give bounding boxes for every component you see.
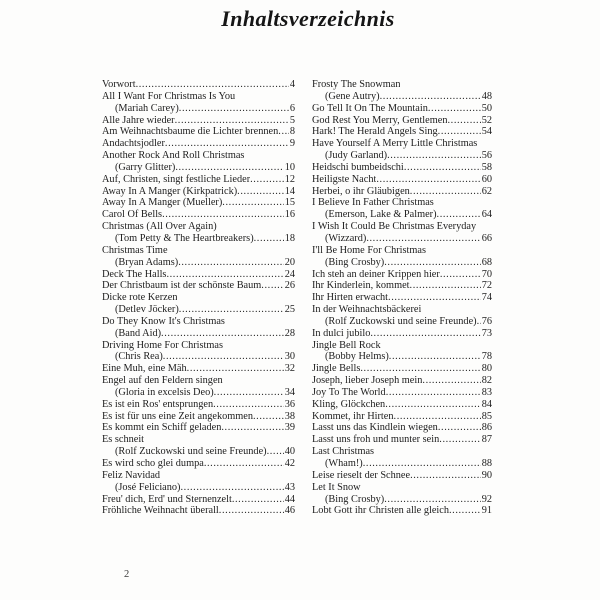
toc-entry <box>312 79 492 91</box>
toc-entry <box>102 150 295 162</box>
toc-entry <box>312 257 492 269</box>
toc-entry-page: 66 <box>481 232 492 244</box>
dotted-leader <box>179 304 284 316</box>
toc-entry <box>312 103 492 115</box>
toc-entry <box>102 245 295 257</box>
toc-entry <box>312 115 492 127</box>
page-title: Inhaltsverzeichnis <box>221 6 395 31</box>
dotted-leader <box>222 197 283 209</box>
toc-entry-title: Lasst uns das Kindlein wiegen <box>312 422 438 434</box>
dotted-leader <box>179 103 289 115</box>
toc-entry-page: 43 <box>284 481 295 493</box>
toc-entry-title: Kling, Glöckchen <box>312 398 386 410</box>
toc-entry <box>312 162 492 174</box>
dotted-leader <box>385 399 480 411</box>
toc-entry-title: In dulci jubilo <box>312 327 371 339</box>
dotted-leader <box>175 115 289 127</box>
dotted-leader <box>180 482 283 494</box>
dotted-leader <box>438 126 481 138</box>
toc-entry-page: 36 <box>284 398 295 410</box>
toc-entry <box>102 375 295 387</box>
dotted-leader <box>387 150 481 162</box>
toc-entry <box>102 174 295 186</box>
toc-entry-title: I'll Be Home For Christmas <box>312 244 426 256</box>
toc-entry-title: (Gene Autry) <box>325 90 380 102</box>
toc-entry <box>102 434 295 446</box>
dotted-leader <box>261 280 283 292</box>
toc-entry <box>102 505 295 517</box>
toc-entry-page: 72 <box>481 280 492 292</box>
dotted-leader <box>250 174 284 186</box>
toc-entry <box>102 115 295 127</box>
toc-columns <box>102 79 492 517</box>
toc-entry-page: 62 <box>481 185 492 197</box>
toc-entry-title: (Rolf Zuckowski und seine Freunde) <box>325 315 477 327</box>
toc-entry-title: (Rolf Zuckowski und seine Freunde) <box>115 446 267 458</box>
toc-entry-title: (Tom Petty & The Heartbreakers) <box>115 232 254 244</box>
toc-entry <box>312 422 492 434</box>
toc-entry-title: Joseph, lieber Joseph mein <box>312 375 423 387</box>
toc-entry <box>102 316 295 328</box>
toc-entry <box>312 245 492 257</box>
toc-entry-page: 52 <box>481 114 492 126</box>
toc-entry <box>102 280 295 292</box>
toc-entry-title: Andachtsjodler <box>102 138 165 150</box>
toc-entry-title: Heidschi bumbeidschi <box>312 161 404 173</box>
toc-entry-page: 85 <box>481 410 492 422</box>
toc-entry <box>312 375 492 387</box>
toc-entry-page: 54 <box>481 126 492 138</box>
toc-entry <box>102 399 295 411</box>
dotted-leader <box>410 186 481 198</box>
toc-entry <box>102 126 295 138</box>
toc-entry-page: 82 <box>481 375 492 387</box>
dotted-leader <box>219 505 284 517</box>
toc-entry <box>312 174 492 186</box>
toc-entry-title: Es schneit <box>102 434 145 446</box>
toc-entry <box>102 221 295 233</box>
toc-entry-title: I Believe In Father Christmas <box>312 197 434 209</box>
toc-entry-title: Another Rock And Roll Christmas <box>102 150 245 162</box>
toc-entry <box>312 91 492 103</box>
toc-entry <box>312 269 492 281</box>
toc-entry <box>102 494 295 506</box>
toc-entry-page: 8 <box>289 126 295 138</box>
toc-entry <box>102 411 295 423</box>
toc-entry-title: (Band Aid) <box>115 327 162 339</box>
toc-entry-page: 76 <box>481 315 492 327</box>
toc-entry-page: 6 <box>289 102 295 114</box>
dotted-leader <box>410 280 481 292</box>
toc-entry-page: 86 <box>481 422 492 434</box>
toc-entry-title: Joy To The World <box>312 386 386 398</box>
toc-entry-title: Es kommt ein Schiff geladen <box>102 422 222 434</box>
toc-entry-title: (Emerson, Lake & Palmer) <box>325 209 437 221</box>
dotted-leader <box>360 363 480 375</box>
toc-entry-page: 20 <box>284 256 295 268</box>
toc-entry-title: Lasst uns froh und munter sein <box>312 434 440 446</box>
toc-entry-page: 88 <box>481 458 492 469</box>
toc-entry <box>312 446 492 458</box>
toc-entry-title: Let It Snow <box>312 481 361 493</box>
dotted-leader <box>438 422 481 434</box>
toc-entry-page: 58 <box>481 161 492 173</box>
toc-entry <box>312 328 492 340</box>
toc-entry <box>102 257 295 269</box>
toc-entry <box>102 186 295 198</box>
dotted-leader <box>166 269 283 281</box>
dotted-leader <box>267 446 284 458</box>
toc-column-left <box>102 79 295 517</box>
dotted-leader <box>165 138 289 150</box>
toc-entry-title: Freu' dich, Erd' und Sternenzelt <box>102 493 232 505</box>
dotted-leader <box>232 494 284 506</box>
toc-entry-title: Leise rieselt der Schnee <box>312 469 411 481</box>
dotted-leader <box>214 387 284 399</box>
toc-entry-page: 28 <box>284 327 295 339</box>
toc-entry-title: God Rest You Merry, Gentlemen <box>312 114 448 126</box>
toc-entry-title: Hark! The Herald Angels Sing <box>312 126 438 138</box>
toc-entry-page: 39 <box>284 422 295 434</box>
toc-entry <box>102 304 295 316</box>
dotted-leader <box>163 351 284 363</box>
dotted-leader <box>428 103 481 115</box>
toc-entry-title: (Detlev Jöcker) <box>115 304 179 316</box>
toc-entry-page: 16 <box>284 209 295 221</box>
toc-entry <box>312 411 492 423</box>
dotted-leader <box>389 351 481 363</box>
dotted-leader <box>394 411 481 423</box>
toc-entry-page: 15 <box>284 197 295 209</box>
toc-entry-title: Feliz Navidad <box>102 469 161 481</box>
toc-entry-title: Do They Know It's Christmas <box>102 315 225 327</box>
dotted-leader <box>363 458 481 470</box>
toc-entry-title: (Bing Crosby) <box>325 256 385 268</box>
dotted-leader <box>422 375 480 387</box>
toc-entry <box>312 351 492 363</box>
toc-entry-title: In der Weihnachtsbäckerei <box>312 304 422 316</box>
toc-entry-page: 5 <box>289 114 295 126</box>
toc-entry-page: 44 <box>284 493 295 505</box>
toc-entry <box>102 458 295 470</box>
toc-entry-title: (Wizzard) <box>325 232 367 244</box>
toc-entry <box>102 233 295 245</box>
toc-entry-title: Herbei, o ihr Gläubigen <box>312 185 410 197</box>
toc-entry-title: Last Christmas <box>312 446 375 458</box>
toc-entry-page: 87 <box>481 434 492 446</box>
toc-entry <box>102 363 295 375</box>
toc-entry <box>312 316 492 328</box>
toc-entry-page: 50 <box>481 102 492 114</box>
toc-entry-title: Engel auf den Feldern singen <box>102 375 223 387</box>
toc-entry-title: Christmas (All Over Again) <box>102 221 217 233</box>
toc-entry <box>312 482 492 494</box>
toc-entry <box>102 446 295 458</box>
toc-entry <box>102 209 295 221</box>
toc-entry-page: 4 <box>289 79 295 90</box>
toc-entry <box>312 221 492 233</box>
dotted-leader <box>178 257 284 269</box>
toc-entry-title: Eine Muh, eine Mäh <box>102 363 187 375</box>
toc-entry-page: 48 <box>481 90 492 102</box>
dotted-leader <box>404 162 481 174</box>
toc-entry-title: (Chris Rea) <box>115 351 163 363</box>
toc-entry-page: 84 <box>481 398 492 410</box>
dotted-leader <box>187 363 284 375</box>
toc-entry <box>312 434 492 446</box>
dotted-leader <box>410 470 481 482</box>
toc-entry-title: Alle Jahre wieder <box>102 114 175 126</box>
toc-entry-title: (Mariah Carey) <box>115 102 179 114</box>
dotted-leader <box>386 387 481 399</box>
dotted-leader <box>440 269 481 281</box>
toc-entry-page: 91 <box>481 505 492 517</box>
dotted-leader <box>161 328 284 340</box>
dotted-leader <box>437 209 481 221</box>
toc-entry-title: Driving Home For Christmas <box>102 339 223 351</box>
toc-entry-title: Carol Of Bells <box>102 209 163 221</box>
toc-entry-title: Ihr Hirten erwacht <box>312 292 389 304</box>
toc-entry-title: (Wham!) <box>325 458 363 469</box>
toc-entry-page: 83 <box>481 386 492 398</box>
toc-entry-page: 64 <box>481 209 492 221</box>
dotted-leader <box>213 399 284 411</box>
toc-entry <box>312 138 492 150</box>
toc-entry-page: 74 <box>481 292 492 304</box>
toc-entry <box>312 494 492 506</box>
toc-entry-title: Es ist ein Ros' entsprungen <box>102 398 214 410</box>
dotted-leader <box>136 79 289 91</box>
toc-entry-title: Deck The Halls <box>102 268 167 280</box>
toc-entry-page: 24 <box>284 268 295 280</box>
toc-entry-title: Es ist für uns eine Zeit angekommen <box>102 410 253 422</box>
toc-entry-page: 25 <box>284 304 295 316</box>
toc-entry <box>102 103 295 115</box>
toc-entry-title: Ich steh an deiner Krippen hier <box>312 268 440 280</box>
toc-entry <box>102 351 295 363</box>
toc-entry-title: Christmas Time <box>102 244 168 256</box>
toc-entry-title: I Wish It Could Be Christmas Everyday <box>312 221 477 233</box>
toc-entry <box>102 328 295 340</box>
toc-entry-page: 26 <box>284 280 295 292</box>
dotted-leader <box>204 458 284 470</box>
toc-column-right <box>312 79 492 517</box>
toc-entry-title: (Bryan Adams) <box>115 256 179 268</box>
toc-entry-title: Away In A Manger (Mueller) <box>102 197 223 209</box>
toc-entry <box>102 79 295 91</box>
toc-entry-page: 32 <box>284 363 295 375</box>
dotted-leader <box>447 115 480 127</box>
dotted-leader <box>370 328 480 340</box>
toc-entry-title: Jingle Bells <box>312 363 361 375</box>
toc-entry-page: 14 <box>284 185 295 197</box>
toc-entry-page: 40 <box>284 446 295 458</box>
toc-entry-page: 34 <box>284 386 295 398</box>
toc-entry-page: 38 <box>284 410 295 422</box>
toc-entry-page: 90 <box>481 469 492 481</box>
toc-entry-page: 73 <box>481 327 492 339</box>
dotted-leader <box>253 411 284 423</box>
toc-entry-title: (José Feliciano) <box>115 481 181 493</box>
dotted-leader <box>162 209 284 221</box>
toc-entry <box>102 269 295 281</box>
dotted-leader <box>376 174 480 186</box>
toc-entry-page: 78 <box>481 351 492 363</box>
dotted-leader <box>384 257 480 269</box>
toc-entry-page: 9 <box>289 138 295 150</box>
toc-entry-page: 12 <box>284 173 295 185</box>
toc-entry <box>312 304 492 316</box>
toc-entry-page: 68 <box>481 256 492 268</box>
toc-entry <box>312 387 492 399</box>
toc-entry <box>312 197 492 209</box>
toc-entry <box>102 340 295 352</box>
toc-entry-title: Frosty The Snowman <box>312 79 401 90</box>
toc-entry <box>102 387 295 399</box>
toc-entry-title: All I Want For Christmas Is You <box>102 90 236 102</box>
toc-entry-title: Kommet, ihr Hirten <box>312 410 394 422</box>
toc-entry-page: 80 <box>481 363 492 375</box>
toc-entry-page: 92 <box>481 493 492 505</box>
toc-entry <box>312 186 492 198</box>
toc-entry <box>312 458 492 470</box>
toc-entry <box>312 150 492 162</box>
toc-entry-title: Am Weihnachtsbaume die Lichter brennen <box>102 126 279 138</box>
dotted-leader <box>366 233 480 245</box>
dotted-leader <box>278 126 289 138</box>
dotted-leader <box>449 505 481 517</box>
toc-entry <box>102 422 295 434</box>
toc-entry-page: 42 <box>284 458 295 469</box>
toc-entry-title: Der Christbaum ist der schönste Baum <box>102 280 262 292</box>
dotted-leader <box>439 434 480 446</box>
toc-entry-title: Have Yourself A Merry Little Christmas <box>312 138 478 150</box>
toc-entry <box>312 292 492 304</box>
toc-entry-title: (Garry Glitter) <box>115 161 176 173</box>
toc-entry-title: (Bing Crosby) <box>325 493 385 505</box>
toc-entry-page: 30 <box>284 351 295 363</box>
toc-entry-title: (Judy Garland) <box>325 150 388 162</box>
toc-entry-title: Go Tell It On The Mountain <box>312 102 428 114</box>
toc-entry-title: Away In A Manger (Kirkpatrick) <box>102 185 238 197</box>
toc-entry-title: (Bobby Helms) <box>325 351 389 363</box>
toc-entry <box>312 233 492 245</box>
dotted-leader <box>237 186 284 198</box>
toc-entry-title: Auf, Christen, singt festliche Lieder <box>102 173 251 185</box>
toc-entry-title: Heiligste Nacht <box>312 173 377 185</box>
dotted-leader <box>254 233 284 245</box>
toc-entry-page: 10 <box>284 161 295 173</box>
toc-entry <box>102 138 295 150</box>
toc-entry-page: 56 <box>481 150 492 162</box>
toc-entry-title: (Gloria in excelsis Deo) <box>115 386 214 398</box>
toc-entry-title: Es wird scho glei dumpa <box>102 458 204 469</box>
toc-entry-title: Fröhliche Weihnacht überall <box>102 505 219 517</box>
toc-entry-title: Ihr Kinderlein, kommet <box>312 280 410 292</box>
toc-entry <box>312 126 492 138</box>
dotted-leader <box>384 494 480 506</box>
dotted-leader <box>221 422 283 434</box>
toc-entry-page: 46 <box>284 505 295 517</box>
toc-entry <box>312 363 492 375</box>
dotted-leader <box>388 292 481 304</box>
page-number: 2 <box>124 569 130 580</box>
toc-entry-page: 18 <box>284 232 295 244</box>
toc-entry <box>102 470 295 482</box>
toc-entry <box>312 209 492 221</box>
dotted-leader <box>380 91 481 103</box>
toc-entry-title: Lobt Gott ihr Christen alle gleich <box>312 505 449 517</box>
toc-entry <box>312 280 492 292</box>
toc-entry <box>312 505 492 517</box>
dotted-leader <box>175 162 283 174</box>
toc-entry <box>102 197 295 209</box>
toc-entry <box>102 162 295 174</box>
toc-entry <box>312 340 492 352</box>
toc-entry <box>312 470 492 482</box>
toc-entry <box>312 399 492 411</box>
toc-entry-title: Vorwort <box>102 79 136 90</box>
toc-entry <box>102 91 295 103</box>
toc-entry-title: Dicke rote Kerzen <box>102 292 178 304</box>
toc-entry <box>102 292 295 304</box>
toc-entry-title: Jingle Bell Rock <box>312 339 381 351</box>
toc-entry <box>102 482 295 494</box>
dotted-leader <box>477 316 481 328</box>
toc-entry-page: 60 <box>481 173 492 185</box>
toc-entry-page: 70 <box>481 268 492 280</box>
